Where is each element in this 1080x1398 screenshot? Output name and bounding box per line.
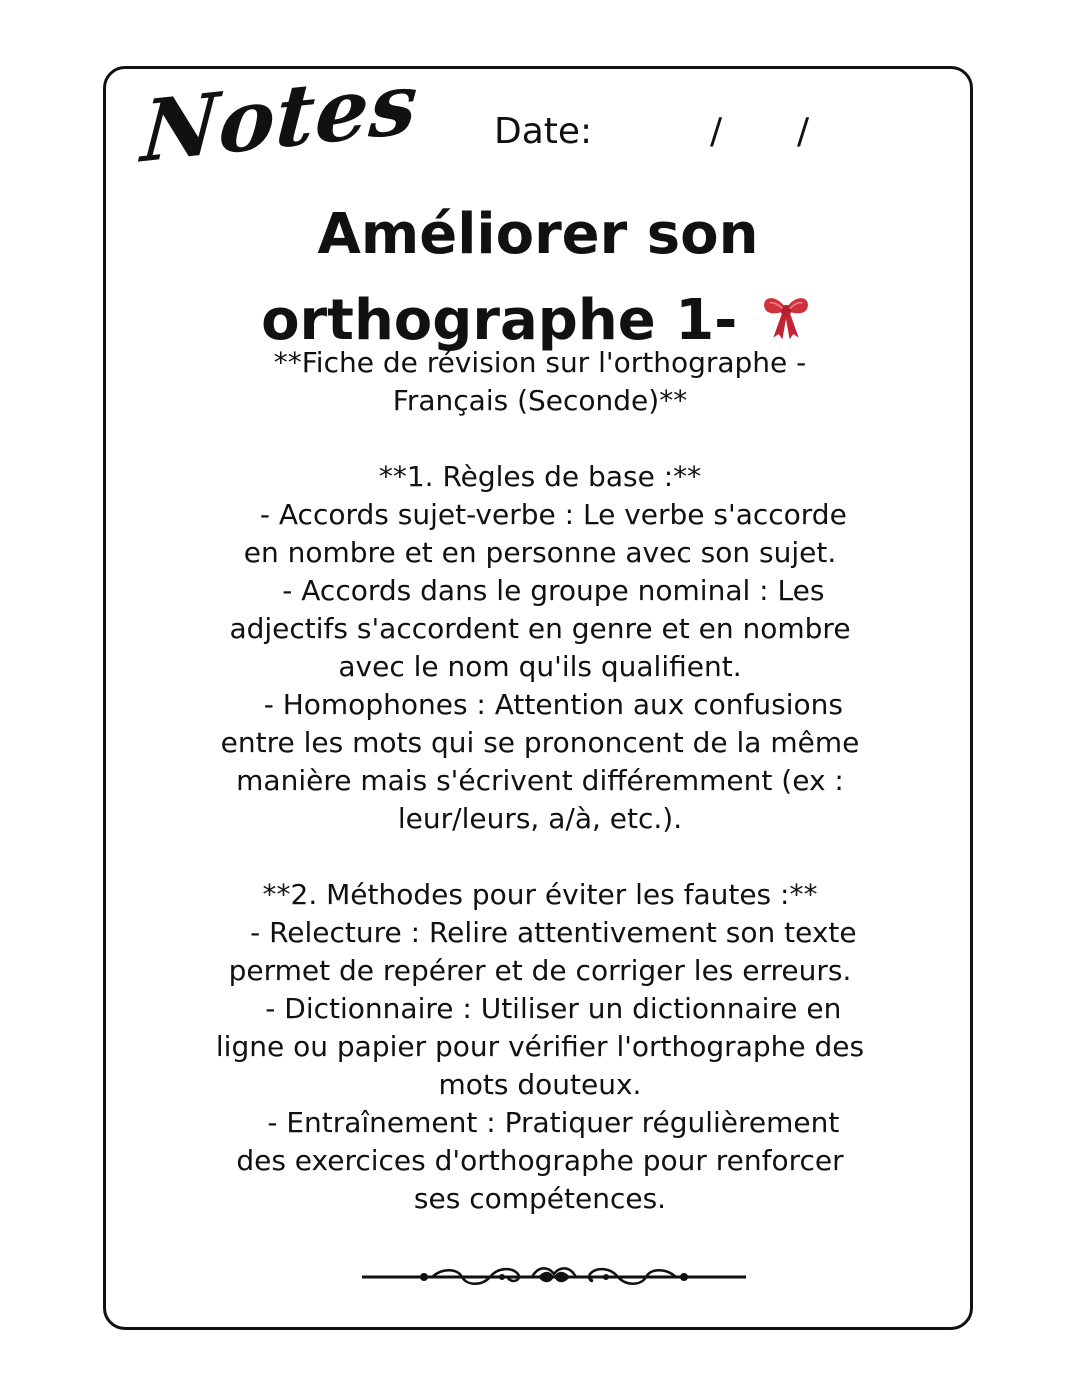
- date-label: Date:: [494, 111, 593, 152]
- ribbon-bow-icon: [757, 285, 815, 343]
- content-line: permet de repérer et de corriger les erreurs.: [228, 954, 852, 987]
- date-separator: /: [710, 111, 723, 152]
- content-line: - Entraînement : Pratiquer régulièrement: [240, 1106, 840, 1139]
- ornament-divider-icon: [362, 1262, 746, 1292]
- page-title: [103, 192, 973, 364]
- content-line: - Dictionnaire : Utiliser un dictionnaire en: [238, 992, 842, 1025]
- content-line: - Homophones : Attention aux confusions: [237, 688, 843, 721]
- content-line: - Accords sujet-verbe : Le verbe s'accorde: [233, 498, 847, 531]
- content-line: **1. Règles de base :**: [378, 460, 702, 493]
- title-line-2-text: orthographe 1-: [261, 288, 738, 353]
- content-line: manière mais s'écrivent différemment (ex :: [236, 764, 844, 797]
- content-line: **Fiche de révision sur l'orthographe -: [273, 346, 807, 379]
- content-line: ligne ou papier pour vérifier l'orthographe des: [215, 1030, 865, 1063]
- content-line: ses compétences.: [413, 1182, 667, 1215]
- content-line: en nombre et en personne avec son sujet.: [243, 536, 837, 569]
- content-line: - Relecture : Relire attentivement son texte: [223, 916, 857, 949]
- notes-heading: Notes: [138, 52, 422, 182]
- content-line: [160, 420, 920, 458]
- date-separator: /: [797, 111, 810, 152]
- content-line: adjectifs s'accordent en genre et en nombre: [229, 612, 851, 645]
- revision-content: [160, 344, 920, 1218]
- content-line: **2. Méthodes pour éviter les fautes :**: [262, 878, 818, 911]
- title-line-1: Améliorer son: [317, 202, 759, 267]
- content-line: entre les mots qui se prononcent de la même: [220, 726, 860, 759]
- content-line: des exercices d'orthographe pour renforcer: [236, 1144, 844, 1177]
- content-line: - Accords dans le groupe nominal : Les: [255, 574, 825, 607]
- content-line: Français (Seconde)**: [392, 384, 688, 417]
- content-line: mots douteux.: [438, 1068, 642, 1101]
- content-line: [160, 838, 920, 876]
- content-line: leur/leurs, a/à, etc.).: [397, 802, 683, 835]
- content-line: avec le nom qu'ils qualifient.: [338, 650, 742, 683]
